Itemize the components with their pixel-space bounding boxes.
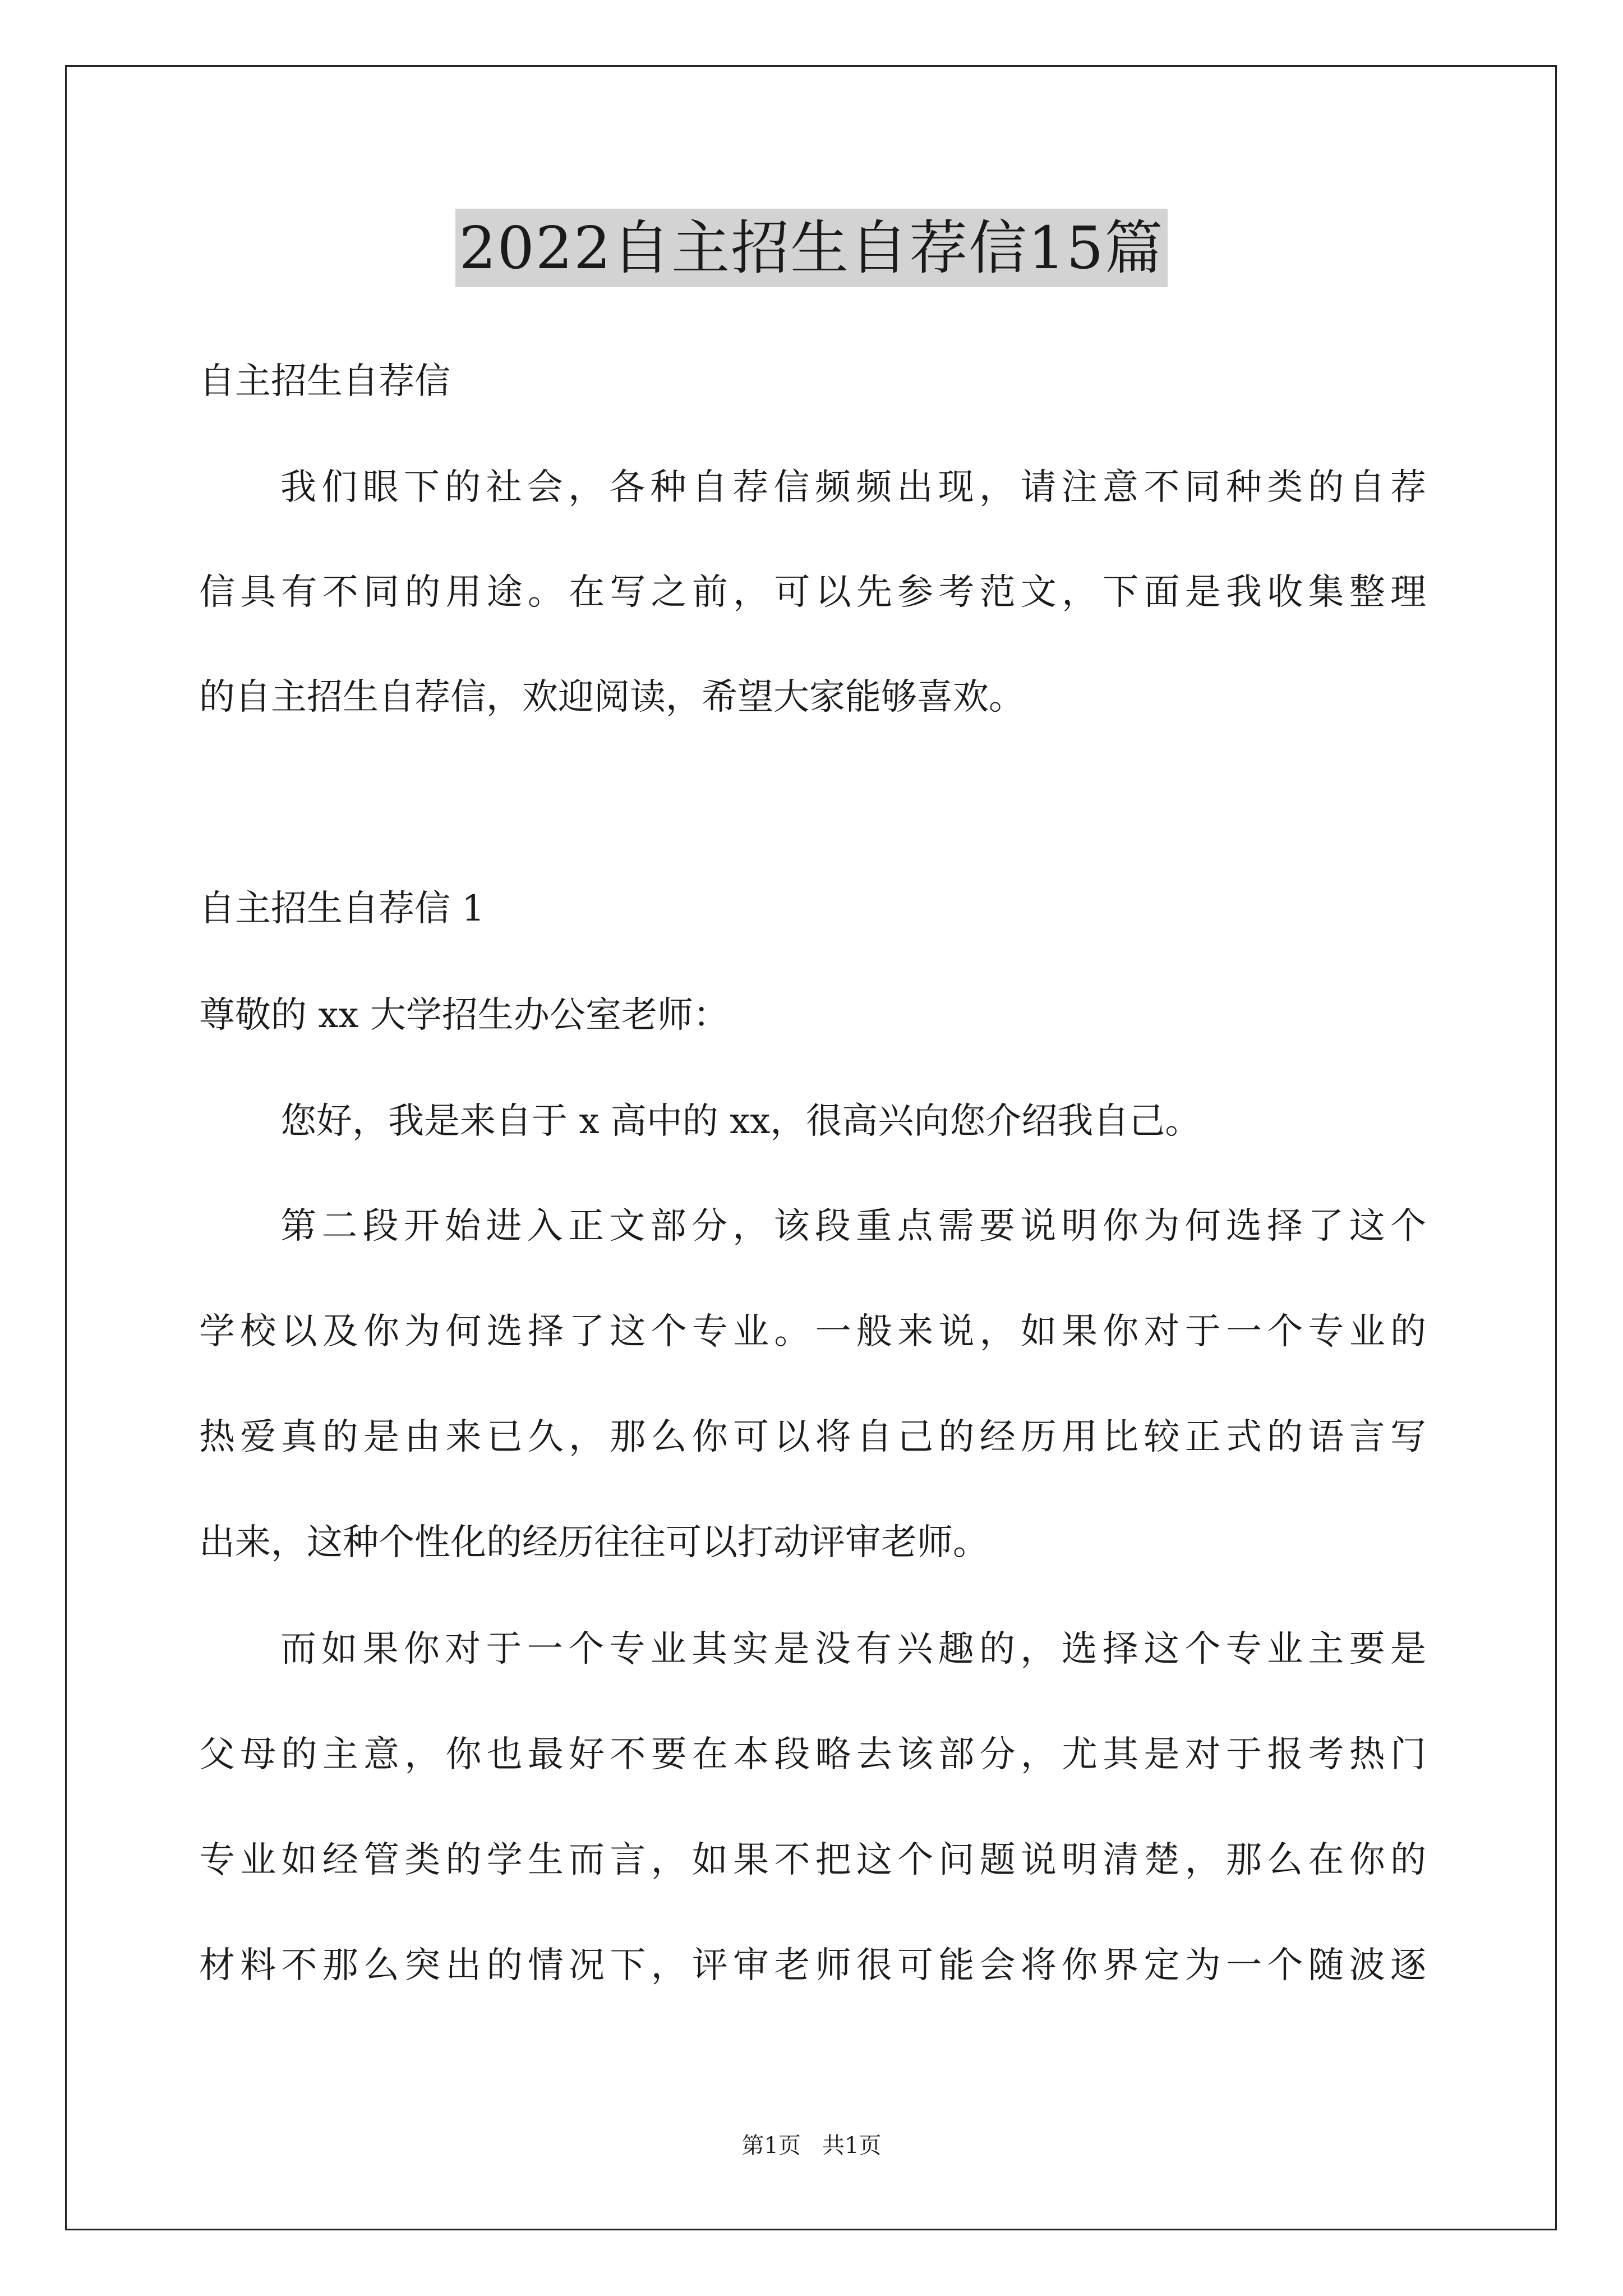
paragraph3-line-2: 父母的主意，你也最好不要在本段略去该部分，尤其是对于报考热门 bbox=[199, 1734, 1426, 1775]
paragraph2-line-1: 第二段开始进入正文部分，该段重点需要说明你为何选择了这个 bbox=[280, 1205, 1426, 1247]
title-container bbox=[0, 209, 1623, 287]
paragraph3-line-1: 而如果你对于一个专业其实是没有兴趣的，选择这个专业主要是 bbox=[280, 1628, 1426, 1670]
letter-heading: 自主招生自荐信 1 bbox=[199, 888, 485, 930]
paragraph3-line-3: 专业如经管类的学生而言，如果不把这个问题说明清楚，那么在你的 bbox=[199, 1839, 1426, 1881]
paragraph2-line-2: 学校以及你为何选择了这个专业。一般来说，如果你对于一个专业的 bbox=[199, 1311, 1426, 1352]
paragraph2-line-3: 热爱真的是由来已久，那么你可以将自己的经历用比较正式的语言写 bbox=[199, 1416, 1426, 1458]
intro-line-1: 我们眼下的社会，各种自荐信频频出现，请注意不同种类的自荐 bbox=[280, 467, 1426, 508]
document-title: 2022自主招生自荐信15篇 bbox=[455, 209, 1167, 287]
page-footer: 第1页 共1页 bbox=[741, 2133, 882, 2159]
paragraph2-line-4: 出来，这种个性化的经历往往可以打动评审老师。 bbox=[199, 1522, 989, 1563]
section-heading-intro: 自主招生自荐信 bbox=[199, 361, 450, 402]
intro-line-3: 的自主招生自荐信，欢迎阅读，希望大家能够喜欢。 bbox=[199, 677, 1025, 718]
greeting-line: 您好，我是来自于 x 高中的 xx，很高兴向您介绍我自己。 bbox=[280, 1101, 1201, 1142]
salutation: 尊敬的 xx 大学招生办公室老师： bbox=[199, 995, 729, 1036]
paragraph3-line-4: 材料不那么突出的情况下，评审老师很可能会将你界定为一个随波逐 bbox=[199, 1945, 1426, 1986]
intro-line-2: 信具有不同的用途。在写之前，可以先参考范文，下面是我收集整理 bbox=[199, 572, 1426, 613]
